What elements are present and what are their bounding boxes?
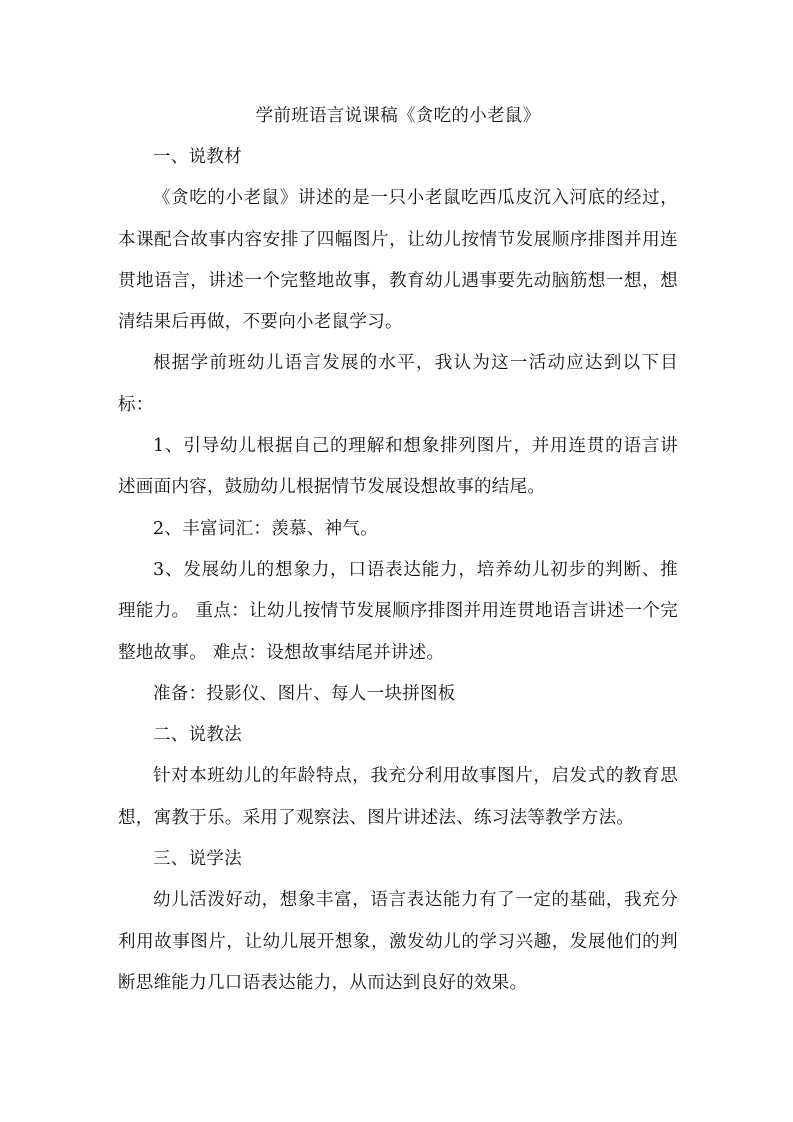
paragraph-goal-intro: 根据学前班幼儿语言发展的水平，我认为这一活动应达到以下目标：	[118, 353, 678, 415]
goal-item-3: 3、发展幼儿的想象力，口语表达能力，培养幼儿初步的判断、推理能力。 重点：让幼儿按情节发展顺序排图并用连贯地语言讲述一个完整地故事。 难点：设想故事结尾并讲述。	[118, 559, 678, 663]
paragraph-story-summary: 《贪吃的小老鼠》讲述的是一只小老鼠吃西瓜皮沉入河底的经过，本课配合故事内容安排了四幅图片，让幼儿按情节发展顺序排图并用连贯地语言，讲述一个完整地故事，教育幼儿遇事要先动脑筋想一想，想清结果后再做，不要向小老鼠学习。	[118, 188, 678, 333]
paragraph-teaching-method: 针对本班幼儿的年龄特点，我充分利用故事图片，启发式的教育思想，寓教于乐。采用了观察法、图片讲述法、练习法等教学方法。	[118, 766, 678, 828]
section-heading-learning-method: 三、说学法	[153, 849, 242, 870]
document-body	[118, 96, 678, 1004]
document-title: 学前班语言说课稿《贪吃的小老鼠》	[255, 106, 541, 126]
paragraph-learning-method: 幼儿活泼好动，想象丰富，语言表达能力有了一定的基础，我充分利用故事图片，让幼儿展开想象，激发幼儿的学习兴趣，发展他们的判断思维能力几口语表达能力，从而达到良好的效果。	[118, 890, 678, 993]
section-heading-teaching-material: 一、说教材	[153, 147, 242, 167]
goal-item-1: 1、引导幼儿根据自己的理解和想象排列图片，并用连贯的语言讲述画面内容，鼓励幼儿根据情节发展设想故事的结尾。	[118, 436, 678, 498]
section-heading-teaching-method: 二、说教法	[153, 725, 242, 746]
goal-item-2: 2、丰富词汇：羡慕、神气。	[153, 518, 379, 539]
paragraph-preparation: 准备：投影仪、图片、每人一块拼图板	[153, 683, 456, 704]
